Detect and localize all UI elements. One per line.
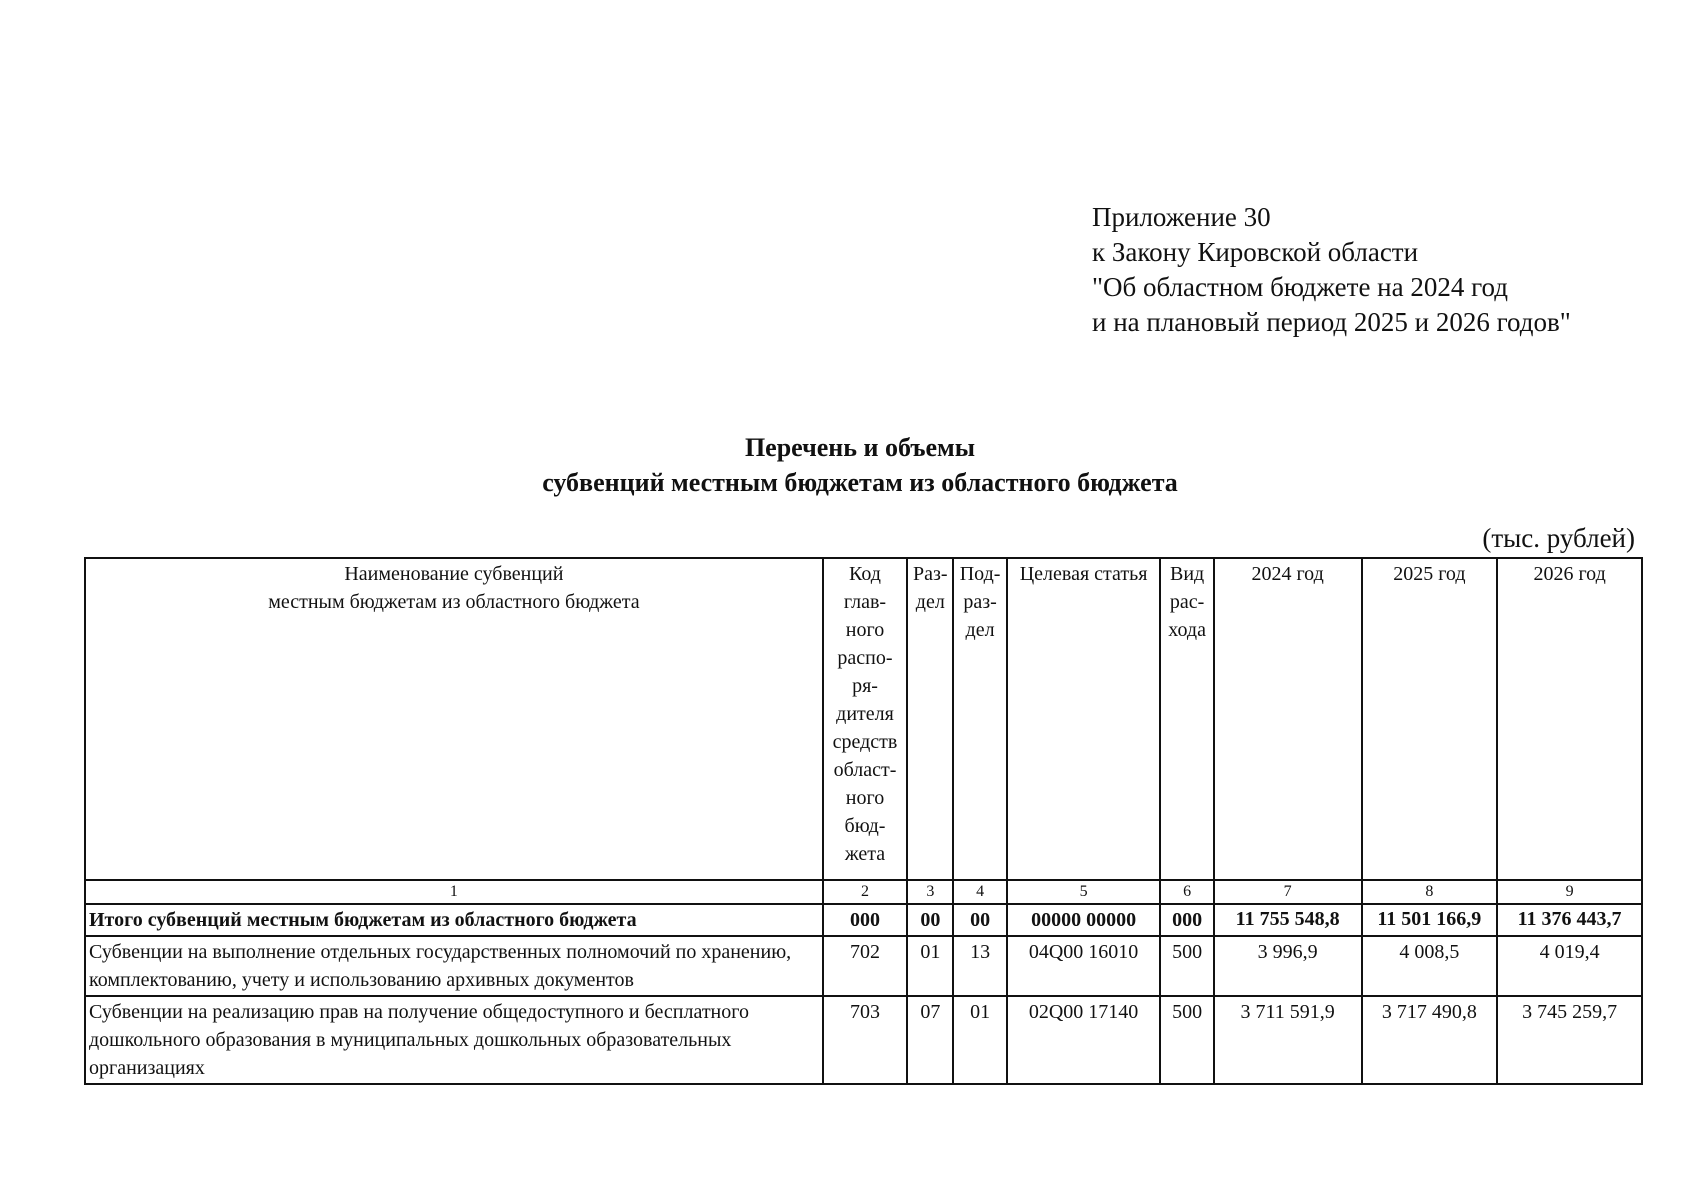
header-name <box>85 558 823 880</box>
row-code: 703 <box>823 996 907 1084</box>
column-number: 1 <box>85 880 823 904</box>
row-code: 702 <box>823 936 907 996</box>
row-value-2024: 3 711 591,9 <box>1214 996 1362 1084</box>
row-name: Субвенции на выполнение отдельных государственных полномочий по хранению, комплектованию, учету и использованию архивных документов <box>85 936 823 996</box>
row-subsection: 13 <box>953 936 1006 996</box>
row-target: 00000 00000 <box>1007 904 1161 936</box>
row-value-2024: 3 996,9 <box>1214 936 1362 996</box>
row-value-2026: 4 019,4 <box>1497 936 1642 996</box>
header-year-2024: 2024 год <box>1214 558 1362 880</box>
header-name-line-2: местным бюджетам из областного бюджета <box>268 591 640 613</box>
row-section: 00 <box>907 904 953 936</box>
row-value-2025: 11 501 166,9 <box>1362 904 1498 936</box>
header-target: Целевая статья <box>1007 558 1161 880</box>
column-number-row <box>85 880 1642 904</box>
column-number: 7 <box>1214 880 1362 904</box>
header-expense-type: Вид рас-хода <box>1160 558 1213 880</box>
row-name: Итого субвенций местным бюджетам из областного бюджета <box>85 904 823 936</box>
table-row <box>85 936 1642 996</box>
row-code: 000 <box>823 904 907 936</box>
column-number: 5 <box>1007 880 1161 904</box>
column-number: 3 <box>907 880 953 904</box>
header-subsection: Под-раз-дел <box>953 558 1006 880</box>
annex-line-1: Приложение 30 <box>1092 202 1271 232</box>
row-value-2025: 4 008,5 <box>1362 936 1498 996</box>
annex-line-2: к Закону Кировской области <box>1092 237 1419 267</box>
column-number: 6 <box>1160 880 1213 904</box>
column-number: 8 <box>1362 880 1498 904</box>
row-expense-type: 000 <box>1160 904 1213 936</box>
units-label: (тыс. рублей) <box>1482 523 1635 553</box>
column-number: 4 <box>953 880 1006 904</box>
column-number: 9 <box>1497 880 1642 904</box>
row-target: 02Q00 17140 <box>1007 996 1161 1084</box>
title-line-1: Перечень и объемы <box>744 433 976 462</box>
row-expense-type: 500 <box>1160 996 1213 1084</box>
row-value-2026: 11 376 443,7 <box>1497 904 1642 936</box>
annex-line-3: "Об областном бюджете на 2024 год <box>1092 272 1508 302</box>
row-expense-type: 500 <box>1160 936 1213 996</box>
subventions-table <box>84 557 1643 1085</box>
header-code: Код глав-ного распо-ря-дителя средств област-ного бюд-жета <box>823 558 907 880</box>
header-year-2025: 2025 год <box>1362 558 1498 880</box>
annex-line-4: и на плановый период 2025 и 2026 годов" <box>1092 307 1571 337</box>
row-value-2025: 3 717 490,8 <box>1362 996 1498 1084</box>
header-name-line-1: Наименование субвенций <box>344 563 564 585</box>
table-row-total <box>85 904 1642 936</box>
row-section: 07 <box>907 996 953 1084</box>
row-subsection: 01 <box>953 996 1006 1084</box>
header-year-2026: 2026 год <box>1497 558 1642 880</box>
column-number: 2 <box>823 880 907 904</box>
title-line-2: субвенций местным бюджетам из областного бюджета <box>542 468 1178 497</box>
table-header-row <box>85 558 1642 880</box>
row-subsection: 00 <box>953 904 1006 936</box>
annex-header <box>1092 200 1571 340</box>
row-value-2026: 3 745 259,7 <box>1497 996 1642 1084</box>
row-section: 01 <box>907 936 953 996</box>
row-name: Субвенции на реализацию прав на получение общедоступного и бесплатного дошкольного образования в муниципальных дошкольных образовательных организациях <box>85 996 823 1084</box>
table-row <box>85 996 1642 1084</box>
row-target: 04Q00 16010 <box>1007 936 1161 996</box>
header-section: Раз-дел <box>907 558 953 880</box>
document-title <box>0 430 1687 500</box>
row-value-2024: 11 755 548,8 <box>1214 904 1362 936</box>
